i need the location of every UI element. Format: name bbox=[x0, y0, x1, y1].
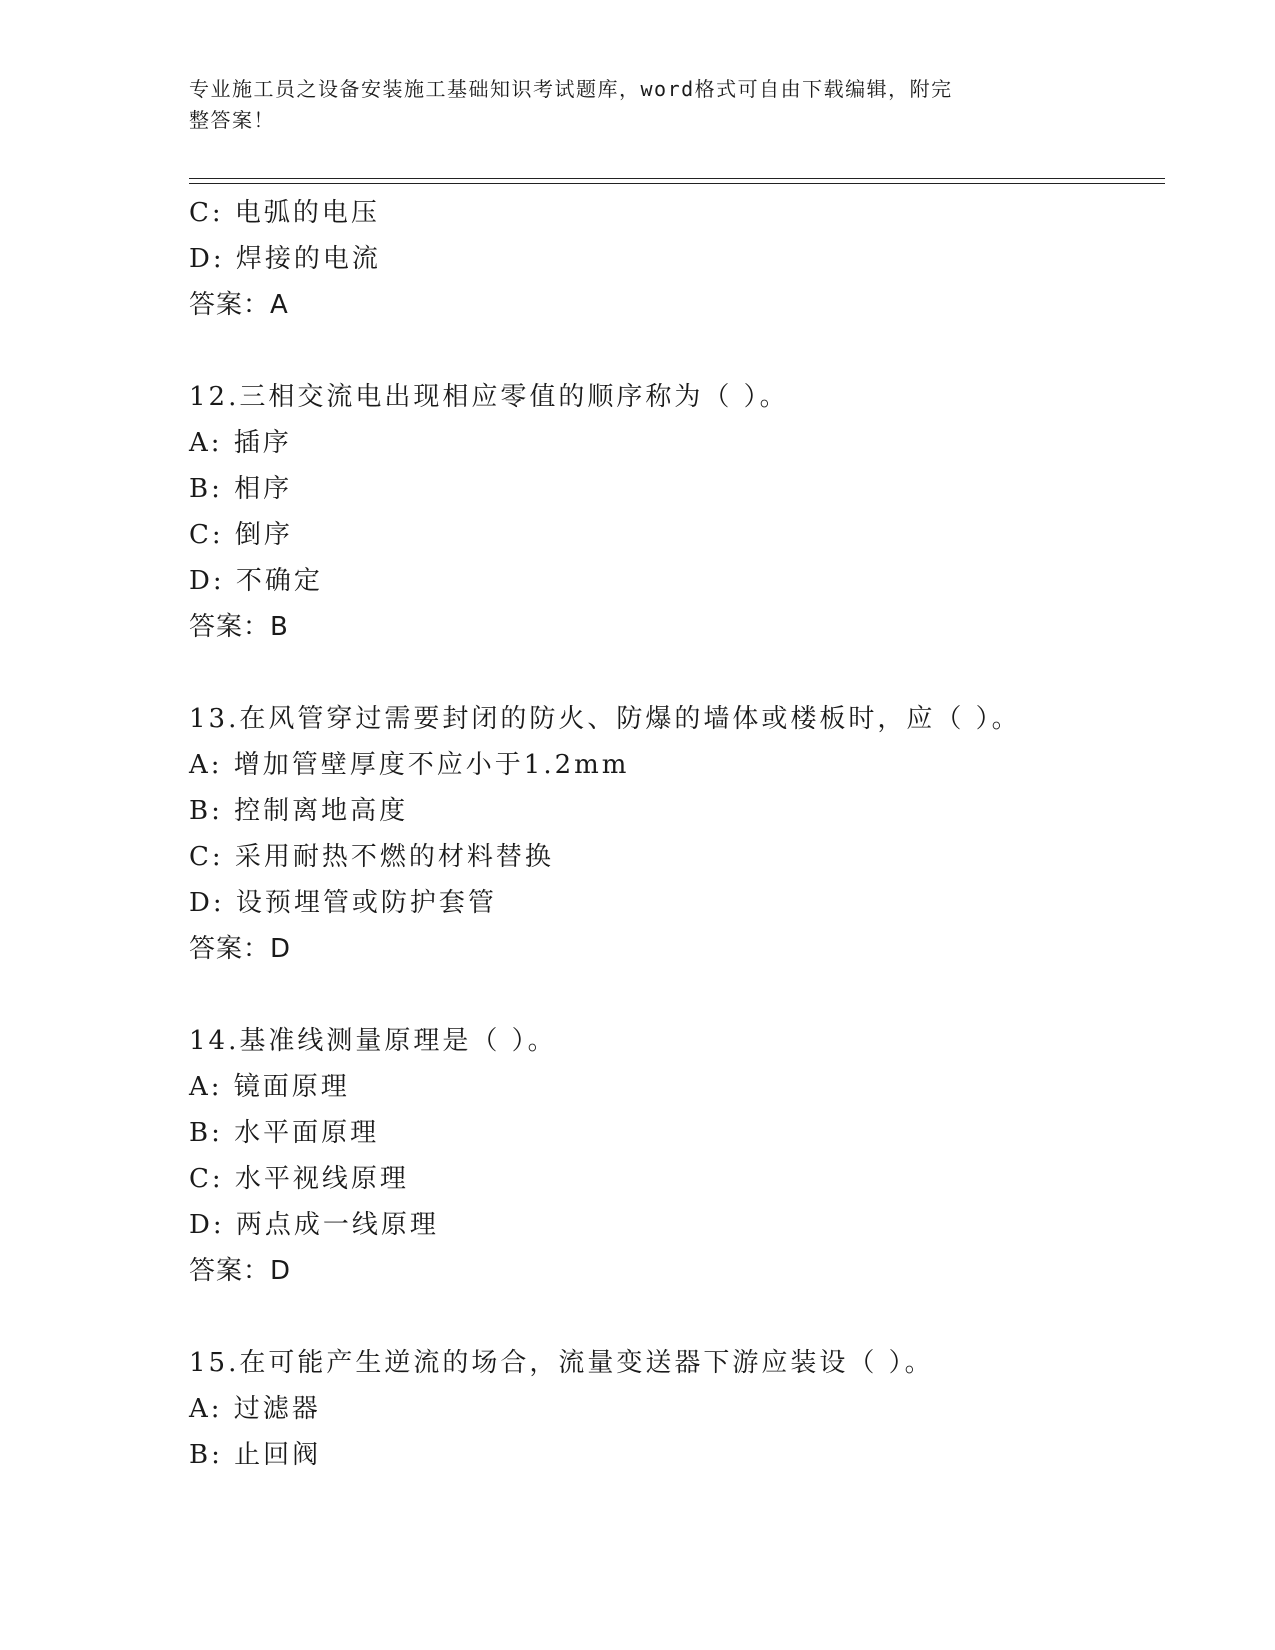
question-stem: 14.基准线测量原理是（ ）。 bbox=[189, 1026, 557, 1056]
option-c: C: 电弧的电压 bbox=[189, 198, 380, 228]
option-a: A: 插序 bbox=[189, 428, 292, 458]
question-13 bbox=[189, 696, 1165, 972]
answer-line: 答案：D bbox=[189, 1256, 292, 1286]
option-a: A: 增加管壁厚度不应小于1.2mm bbox=[189, 750, 630, 780]
option-b: B: 止回阀 bbox=[189, 1440, 322, 1470]
question-15 bbox=[189, 1340, 1165, 1478]
option-a: A: 镜面原理 bbox=[189, 1072, 350, 1102]
option-b: B: 控制离地高度 bbox=[189, 796, 409, 826]
option-c: C: 水平视线原理 bbox=[189, 1164, 409, 1194]
option-c: C: 倒序 bbox=[189, 520, 293, 550]
spacer bbox=[189, 650, 1165, 696]
question-list bbox=[189, 190, 1165, 1478]
header-title-line-1: 专业施工员之设备安装施工基础知识考试题库，word格式可自由下载编辑，附完 bbox=[189, 77, 953, 101]
question-14 bbox=[189, 1018, 1165, 1294]
spacer bbox=[189, 328, 1165, 374]
option-c: C: 采用耐热不燃的材料替换 bbox=[189, 842, 554, 872]
answer-line: 答案：D bbox=[189, 934, 292, 964]
question-stem: 12.三相交流电出现相应零值的顺序称为（ ）。 bbox=[189, 382, 789, 412]
spacer bbox=[189, 972, 1165, 1018]
option-b: B: 相序 bbox=[189, 474, 293, 504]
option-b: B: 水平面原理 bbox=[189, 1118, 380, 1148]
option-d: D: 两点成一线原理 bbox=[189, 1210, 439, 1240]
question-11-tail bbox=[189, 190, 1165, 328]
question-12 bbox=[189, 374, 1165, 650]
header-divider-bottom bbox=[189, 183, 1165, 184]
spacer bbox=[189, 1294, 1165, 1340]
option-d: D: 不确定 bbox=[189, 566, 323, 596]
question-stem: 13.在风管穿过需要封闭的防火、防爆的墙体或楼板时，应（ ）。 bbox=[189, 704, 1021, 734]
option-d: D: 焊接的电流 bbox=[189, 244, 381, 274]
header-divider-top bbox=[189, 178, 1165, 179]
answer-line: 答案：A bbox=[189, 290, 289, 320]
header-title-line-2: 整答案！ bbox=[189, 108, 275, 132]
option-a: A: 过滤器 bbox=[189, 1394, 321, 1424]
option-d: D: 设预埋管或防护套管 bbox=[189, 888, 497, 918]
question-stem: 15.在可能产生逆流的场合，流量变送器下游应装设（ ）。 bbox=[189, 1348, 934, 1378]
document-header bbox=[189, 74, 1069, 136]
answer-line: 答案：B bbox=[189, 612, 289, 642]
